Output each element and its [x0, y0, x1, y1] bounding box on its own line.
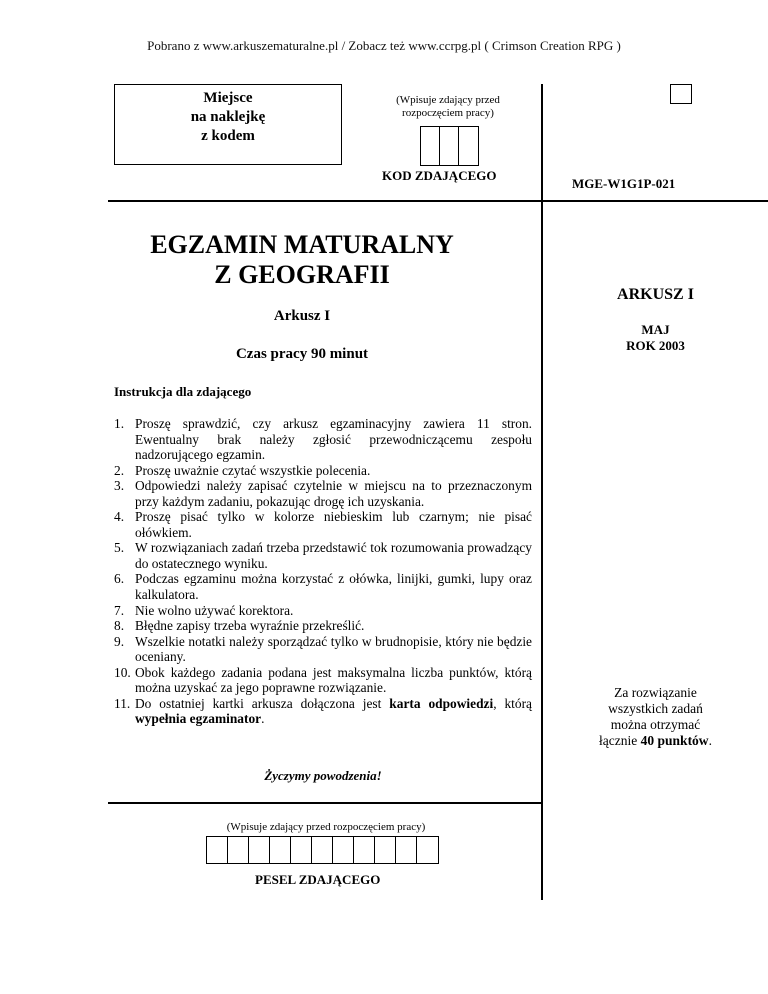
instruction-item	[114, 634, 532, 665]
sticker-line-1: Miejsce	[203, 90, 253, 106]
code-cell[interactable]	[440, 127, 459, 165]
instruction-number: 6.	[114, 571, 125, 587]
pesel-cell[interactable]	[312, 837, 333, 863]
instruction-item	[114, 696, 532, 727]
instruction-text: Podczas egzaminu można korzystać z ołówka, linijki, gumki, lupy oraz kalkulatora.	[135, 571, 532, 603]
sticker-line-2: na naklejkę	[190, 109, 266, 125]
pesel-cell[interactable]	[207, 837, 228, 863]
instructions-heading: Instrukcja dla zdającego	[114, 384, 252, 399]
bottom-divider	[108, 802, 542, 804]
pesel-cell[interactable]	[291, 837, 312, 863]
code-note-line-2: rozpoczęciem pracy)	[402, 107, 494, 119]
instructions-list	[114, 416, 532, 727]
instruction-item	[114, 618, 532, 634]
instruction-number: 2.	[114, 462, 125, 478]
pesel-cell[interactable]	[249, 837, 270, 863]
instruction-number: 9.	[114, 633, 125, 649]
sheet-label: Arkusz I	[273, 308, 331, 324]
code-cell[interactable]	[421, 127, 440, 165]
instruction-number: 5.	[114, 540, 125, 556]
time-label: Czas pracy 90 minut	[235, 346, 369, 362]
candidate-code-label: KOD ZDAJĄCEGO	[382, 168, 497, 183]
pesel-cell[interactable]	[228, 837, 249, 863]
pesel-cell[interactable]	[375, 837, 396, 863]
good-luck-text: Życzymy powodzenia!	[264, 768, 382, 783]
vertical-divider	[541, 84, 543, 900]
instruction-item	[114, 571, 532, 602]
code-note-line-1: (Wpisuje zdający przed	[396, 94, 500, 106]
pesel-cell[interactable]	[396, 837, 417, 863]
instruction-item	[114, 540, 532, 571]
instruction-text: Odpowiedzi należy zapisać czytelnie w miejscu na to przeznaczonym przy każdym zadaniu, pokazując drogę ich uzyskania.	[135, 478, 532, 509]
instruction-item	[114, 603, 532, 619]
points-note: Za rozwiązanie wszystkich zadań można otrzymać łącznie 40 punktów.	[599, 685, 712, 748]
title-line-1: EGZAMIN MATURALNY	[150, 230, 454, 259]
code-cell[interactable]	[459, 127, 478, 165]
pesel-cell[interactable]	[333, 837, 354, 863]
instruction-item	[114, 665, 532, 696]
right-month: MAJ	[641, 322, 670, 337]
instruction-text: Proszę sprawdzić, czy arkusz egzaminacyjny zawiera 11 stron. Ewentualny brak należy zgłosić przewodniczącemu zespołu nadzorującego egzamin.	[135, 416, 532, 463]
instruction-text: Obok każdego zadania podana jest maksymalna liczba punktów, którą można uzyskać za jego poprawne rozwiązanie.	[135, 664, 532, 696]
instruction-number: 4.	[114, 509, 125, 525]
instruction-number: 8.	[114, 618, 125, 634]
instruction-item	[114, 478, 532, 509]
exam-code: MGE-W1G1P-021	[572, 176, 676, 191]
instruction-number: 1.	[114, 416, 125, 431]
pesel-cell[interactable]	[354, 837, 375, 863]
instruction-item	[114, 509, 532, 540]
instruction-text: Proszę uważnie czytać wszystkie polecenia.	[135, 462, 371, 478]
pesel-cell[interactable]	[417, 837, 438, 863]
instruction-item	[114, 463, 532, 479]
title-line-2: Z GEOGRAFII	[214, 260, 390, 289]
code-note	[378, 94, 518, 120]
instruction-number: 3.	[114, 478, 125, 494]
pesel-cell[interactable]	[270, 837, 291, 863]
instruction-number: 7.	[114, 602, 125, 618]
instruction-item	[114, 416, 532, 463]
instruction-text: Do ostatniej kartki arkusza dołączona jest karta odpowiedzi, którą wypełnia egzaminator.	[135, 695, 532, 727]
corner-checkbox[interactable]	[670, 84, 692, 104]
pesel-note: (Wpisuje zdający przed rozpoczęciem pracy)	[226, 821, 426, 833]
right-sheet-label: ARKUSZ I	[617, 286, 694, 303]
pesel-label: PESEL ZDAJĄCEGO	[255, 872, 381, 887]
pesel-boxes	[206, 836, 439, 864]
instruction-number: 10.	[114, 664, 131, 680]
candidate-code-boxes	[420, 126, 479, 166]
right-year: ROK 2003	[626, 338, 685, 353]
instruction-text: Proszę pisać tylko w kolorze niebieskim lub czarnym; nie pisać ołówkiem.	[135, 509, 532, 540]
sticker-placeholder	[114, 84, 342, 165]
instruction-text: Błędne zapisy trzeba wyraźnie przekreślić.	[135, 618, 365, 634]
top-divider	[108, 200, 768, 202]
instruction-number: 11.	[114, 695, 131, 711]
exam-title	[108, 230, 496, 290]
instruction-text: W rozwiązaniach zadań trzeba przedstawić tok rozumowania prowadzący do ostatecznego wyniku.	[135, 540, 532, 571]
sticker-line-3: z kodem	[201, 128, 255, 144]
right-date	[543, 322, 768, 354]
instruction-text: Nie wolno używać korektora.	[135, 602, 294, 618]
source-header: Pobrano z www.arkuszematuralne.pl / Zobacz też www.ccrpg.pl ( Crimson Creation RPG )	[147, 38, 621, 53]
instruction-text: Wszelkie notatki należy sporządzać tylko w brudnopisie, który nie będzie oceniany.	[135, 633, 532, 665]
